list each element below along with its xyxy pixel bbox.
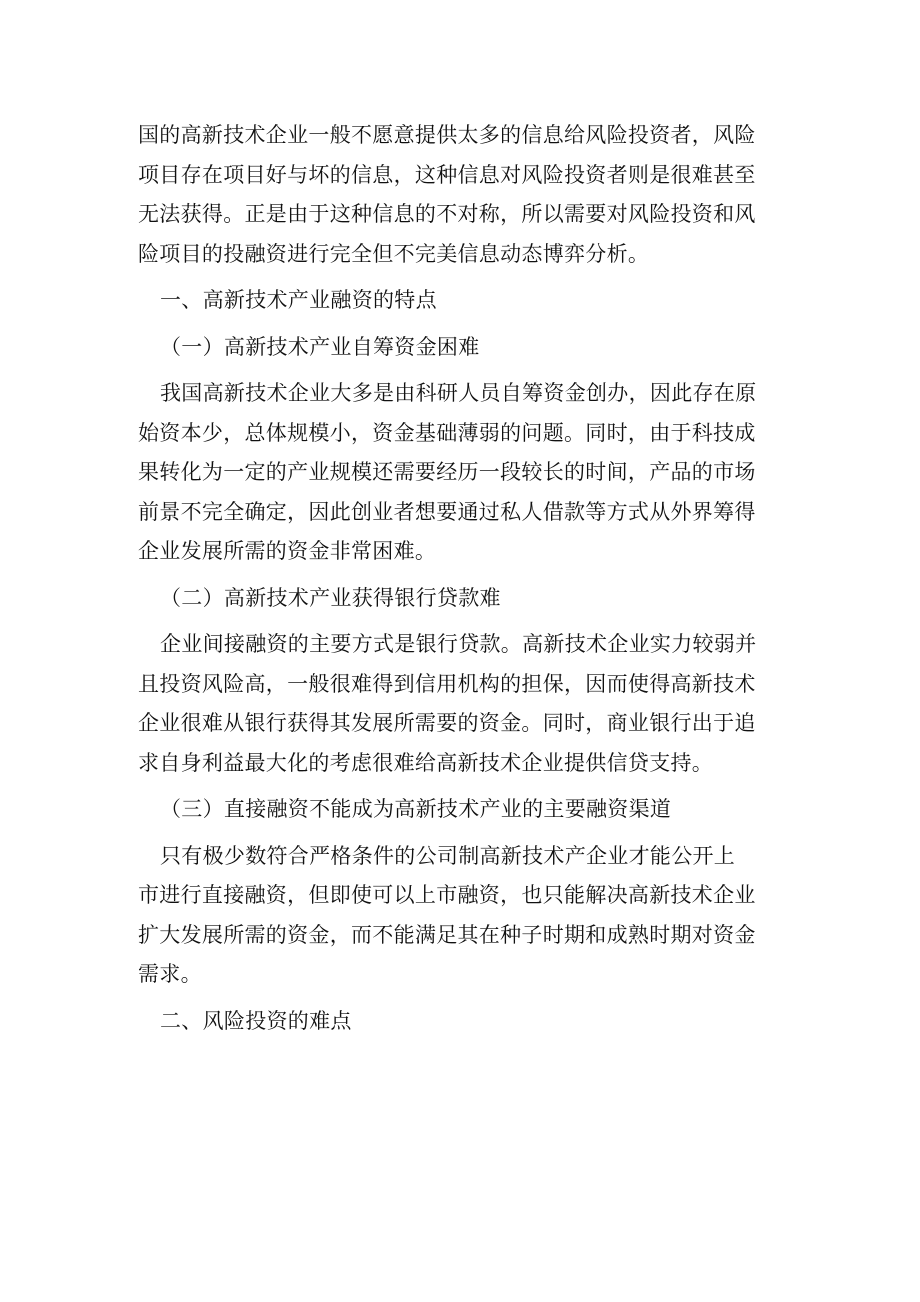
text-line: 始资本少，总体规模小，资金基础薄弱的问题。同时，由于科技成 <box>138 420 756 445</box>
text-line: 项目存在项目好与坏的信息，这种信息对风险投资者则是很难甚至 <box>138 162 756 187</box>
text-line: 国的高新技术企业一般不愿意提供太多的信息给风险投资者，风险 <box>138 123 756 147</box>
subsection-heading: （一）高新技术产业自筹资金困难 <box>160 334 480 359</box>
text-line: 企业发展所需的资金非常困难。 <box>138 539 437 563</box>
text-line: 险项目的投融资进行完全但不完美信息动态博弈分析。 <box>138 241 650 266</box>
text-line: 求自身利益最大化的考虑很难给高新技术企业提供信贷支持。 <box>138 750 714 775</box>
text-line: 需求。 <box>138 962 202 986</box>
document-body <box>138 116 788 1041</box>
subsection-heading: （二）高新技术产业获得银行贷款难 <box>160 585 501 610</box>
section-heading: 一、高新技术产业融资的特点 <box>160 288 437 312</box>
paragraph <box>138 374 788 572</box>
text-line: 且投资风险高，一般很难得到信用机构的担保，因而使得高新技术 <box>138 671 756 696</box>
text-line: 果转化为一定的产业规模还需要经历一段较长的时间，产品的市场 <box>138 460 756 484</box>
text-line: 无法获得。正是由于这种信息的不对称，所以需要对风险投资和风 <box>138 202 756 226</box>
text-line: 我国高新技术企业大多是由科研人员自筹资金创办，因此存在原 <box>160 381 757 405</box>
text-line: 扩大发展所需的资金，而不能满足其在种子时期和成熟时期对资金 <box>138 922 756 947</box>
paragraph <box>138 116 788 274</box>
section-heading: 二、风险投资的难点 <box>160 1008 352 1033</box>
text-line: 前景不完全确定，因此创业者想要通过私人借款等方式从外界筹得 <box>138 499 756 524</box>
text-line: 只有极少数符合严格条件的公司制高新技术产企业才能公开上 <box>160 843 736 868</box>
text-line: 企业很难从银行获得其发展所需要的资金。同时，商业银行出于追 <box>138 711 756 735</box>
text-line: 企业间接融资的主要方式是银行贷款。高新技术企业实力较弱并 <box>160 632 757 656</box>
text-line: 市进行直接融资，但即使可以上市融资，也只能解决高新技术企业 <box>138 883 756 907</box>
paragraph <box>138 837 788 995</box>
paragraph <box>138 625 788 783</box>
subsection-heading: （三）直接融资不能成为高新技术产业的主要融资渠道 <box>160 797 672 821</box>
